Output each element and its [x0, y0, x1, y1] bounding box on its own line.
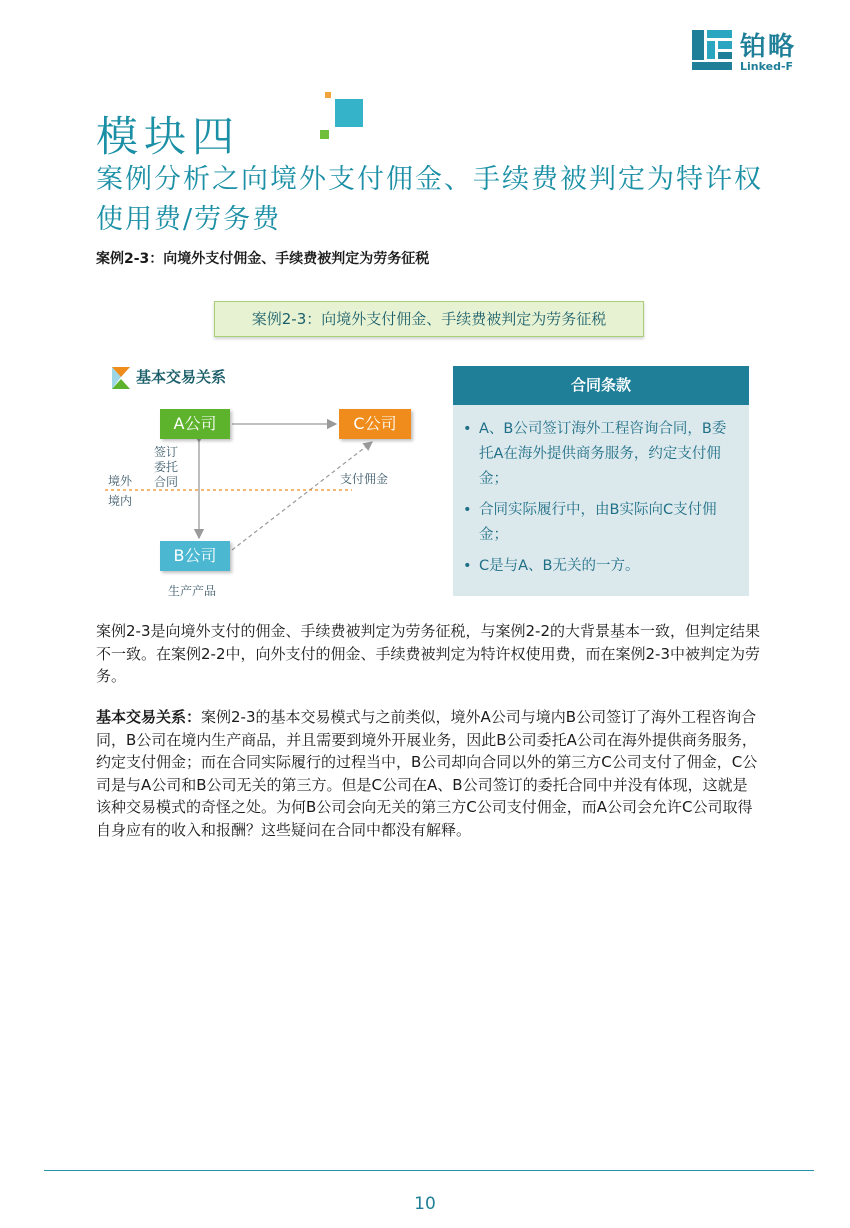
body-paragraph-2: [96, 706, 761, 841]
figure-banner: 案例2-3：向境外支付佣金、手续费被判定为劳务征税: [214, 301, 644, 337]
logo-subtext: Linked-F: [740, 60, 794, 73]
logo-text: 铂略: [740, 32, 797, 62]
decor-square-green: [320, 130, 329, 139]
company-a-box: A公司: [160, 409, 230, 439]
outside-label: 境外: [108, 474, 133, 488]
company-b-box: B公司: [160, 541, 230, 571]
payment-label: 支付佣金: [340, 472, 389, 486]
arrow-b-to-c-payment: [232, 442, 372, 550]
footer-divider: [44, 1170, 814, 1171]
production-label: 生产产品: [168, 584, 217, 598]
paragraph-text: 案例2-3的基本交易模式与之前类似，境外A公司与境内B公司签订了海外工程咨询合同，B公司在境内生产商品，并且需要到境外开展业务，因此B公司委托A公司在海外提供商务服务，约定支付佣金；而在合同实际履行的过程当中，B公司却向合同以外的第三方C公司支付了佣金，C公司是与A公司和B公司无关的第三方。但是C公司在A、B公司签订的委托合同中并没有体现，这就是该种交易模式的奇怪之处。为何B公司会向无关的第三方C公司支付佣金，而A公司会允许C公司取得自身应有的收入和报酬？这些疑问在合同中都没有解释。: [96, 708, 758, 839]
contract-terms-panel: [453, 366, 749, 596]
contract-term-item: • 合同实际履行中，由B实际向C支付佣金；: [479, 498, 739, 548]
case-heading: 案例2-3：向境外支付佣金、手续费被判定为劳务征税: [96, 251, 430, 267]
company-c-box: C公司: [339, 409, 411, 439]
logo-mark-icon: [690, 28, 734, 72]
paragraph-label: 基本交易关系：: [96, 708, 202, 726]
module-title: 模块四: [96, 112, 241, 161]
decor-square-teal: [335, 99, 363, 127]
diagram-title: 基本交易关系: [136, 368, 227, 386]
hourglass-icon: [110, 366, 132, 390]
section-subtitle: 案例分析之向境外支付佣金、手续费被判定为特许权使用费/劳务费: [96, 164, 763, 235]
contract-terms-list: [453, 417, 749, 579]
page-number: 10: [414, 1194, 436, 1214]
decor-square-orange: [325, 92, 331, 98]
inside-label: 境内: [108, 494, 133, 508]
contract-label: 签订委托合同: [154, 445, 179, 489]
brand-logo: [690, 28, 815, 76]
body-paragraph-1: 案例2-3是向境外支付的佣金、手续费被判定为劳务征税，与案例2-2的大背景基本一致，但判定结果不一致。在案例2-2中，向外支付的佣金、手续费被判定为特许权使用费，而在案例2-3中被判定为劳务。: [96, 622, 761, 685]
contract-term-item: • A、B公司签订海外工程咨询合同，B委托A在海外提供商务服务，约定支付佣金；: [479, 417, 739, 492]
contract-term-item: • C是与A、B无关的一方。: [479, 554, 739, 579]
contract-terms-title: 合同条款: [453, 366, 749, 405]
